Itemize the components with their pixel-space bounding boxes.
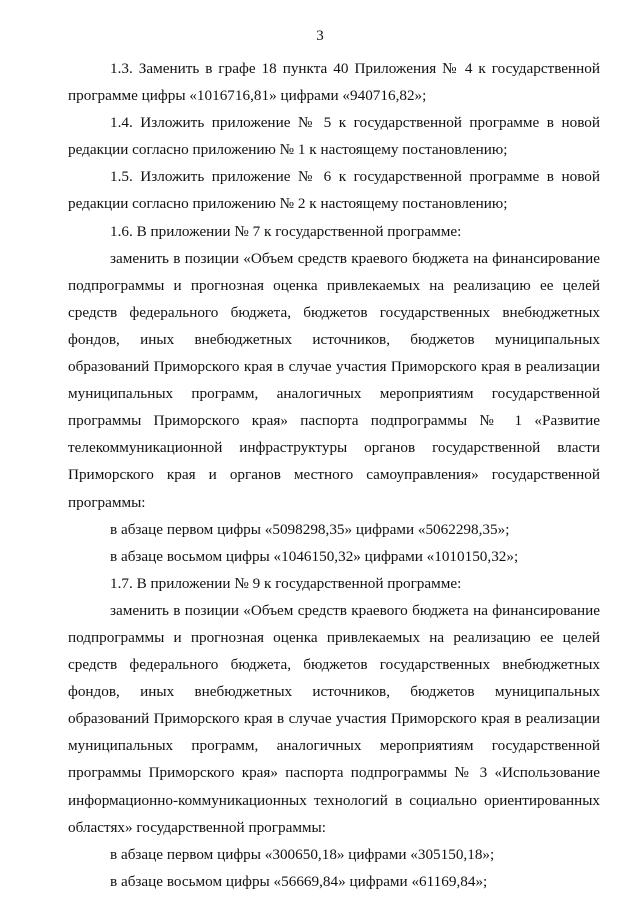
paragraph-1-6-abzac-eighth: в абзаце восьмом цифры «1046150,32» цифрами «1010150,32»; (110, 547, 519, 565)
document-body (68, 55, 600, 895)
paragraph-1-7-abzac-first: в абзаце первом цифры «300650,18» цифрами «305150,18»; (110, 845, 495, 863)
paragraph-1-5: 1.5. Изложить приложение № 6 к государственной программе в новой редакции согласно приложению № 2 к настоящему постановлению; (68, 168, 600, 213)
page-number: 3 (316, 28, 324, 44)
paragraph-1-3: 1.3. Заменить в графе 18 пункта 40 Приложения № 4 к государственной программе цифры «1016716,81» цифрами «940716,82»; (68, 60, 600, 105)
paragraph-1-6-replace: заменить в позиции «Объем средств краевого бюджета на финансирование подпрограммы и прогнозная оценка привлекаемых на реализацию ее целей средств федерального бюджета, бюджетов государственных внебюджетных фондов, иных внебюджетных источников, бюджетов муниципальных образований Приморского края в случае участия Приморского края в реализации муниципальных программ, аналогичных мероприятиям государственной программы Приморского края» паспорта подпрограммы № 1 «Развитие телекоммуникационной инфраструктуры органов государственной власти Приморского края и органов местного самоуправления» государственной программы: (68, 249, 600, 511)
paragraph-1-7-heading: 1.7. В приложении № 9 к государственной программе: (110, 574, 462, 592)
paragraph-1-6-heading: 1.6. В приложении № 7 к государственной программе: (110, 222, 462, 240)
paragraph-1-4: 1.4. Изложить приложение № 5 к государственной программе в новой редакции согласно приложению № 1 к настоящему постановлению; (68, 114, 600, 159)
paragraph-1-7-abzac-eighth: в абзаце восьмом цифры «56669,84» цифрами «61169,84»; (110, 872, 488, 890)
paragraph-1-7-replace: заменить в позиции «Объем средств краевого бюджета на финансирование подпрограммы и прогнозная оценка привлекаемых на реализацию ее целей средств федерального бюджета, бюджетов государственных внебюджетных фондов, иных внебюджетных источников, бюджетов муниципальных образований Приморского края в случае участия Приморского края в реализации муниципальных программ, аналогичных мероприятиям государственной программы Приморского края» паспорта подпрограммы № 3 «Использование информационно-коммуникационных технологий в социально ориентированных областях» государственной программы: (68, 601, 600, 836)
paragraph-1-6-abzac-first: в абзаце первом цифры «5098298,35» цифрами «5062298,35»; (110, 520, 510, 538)
